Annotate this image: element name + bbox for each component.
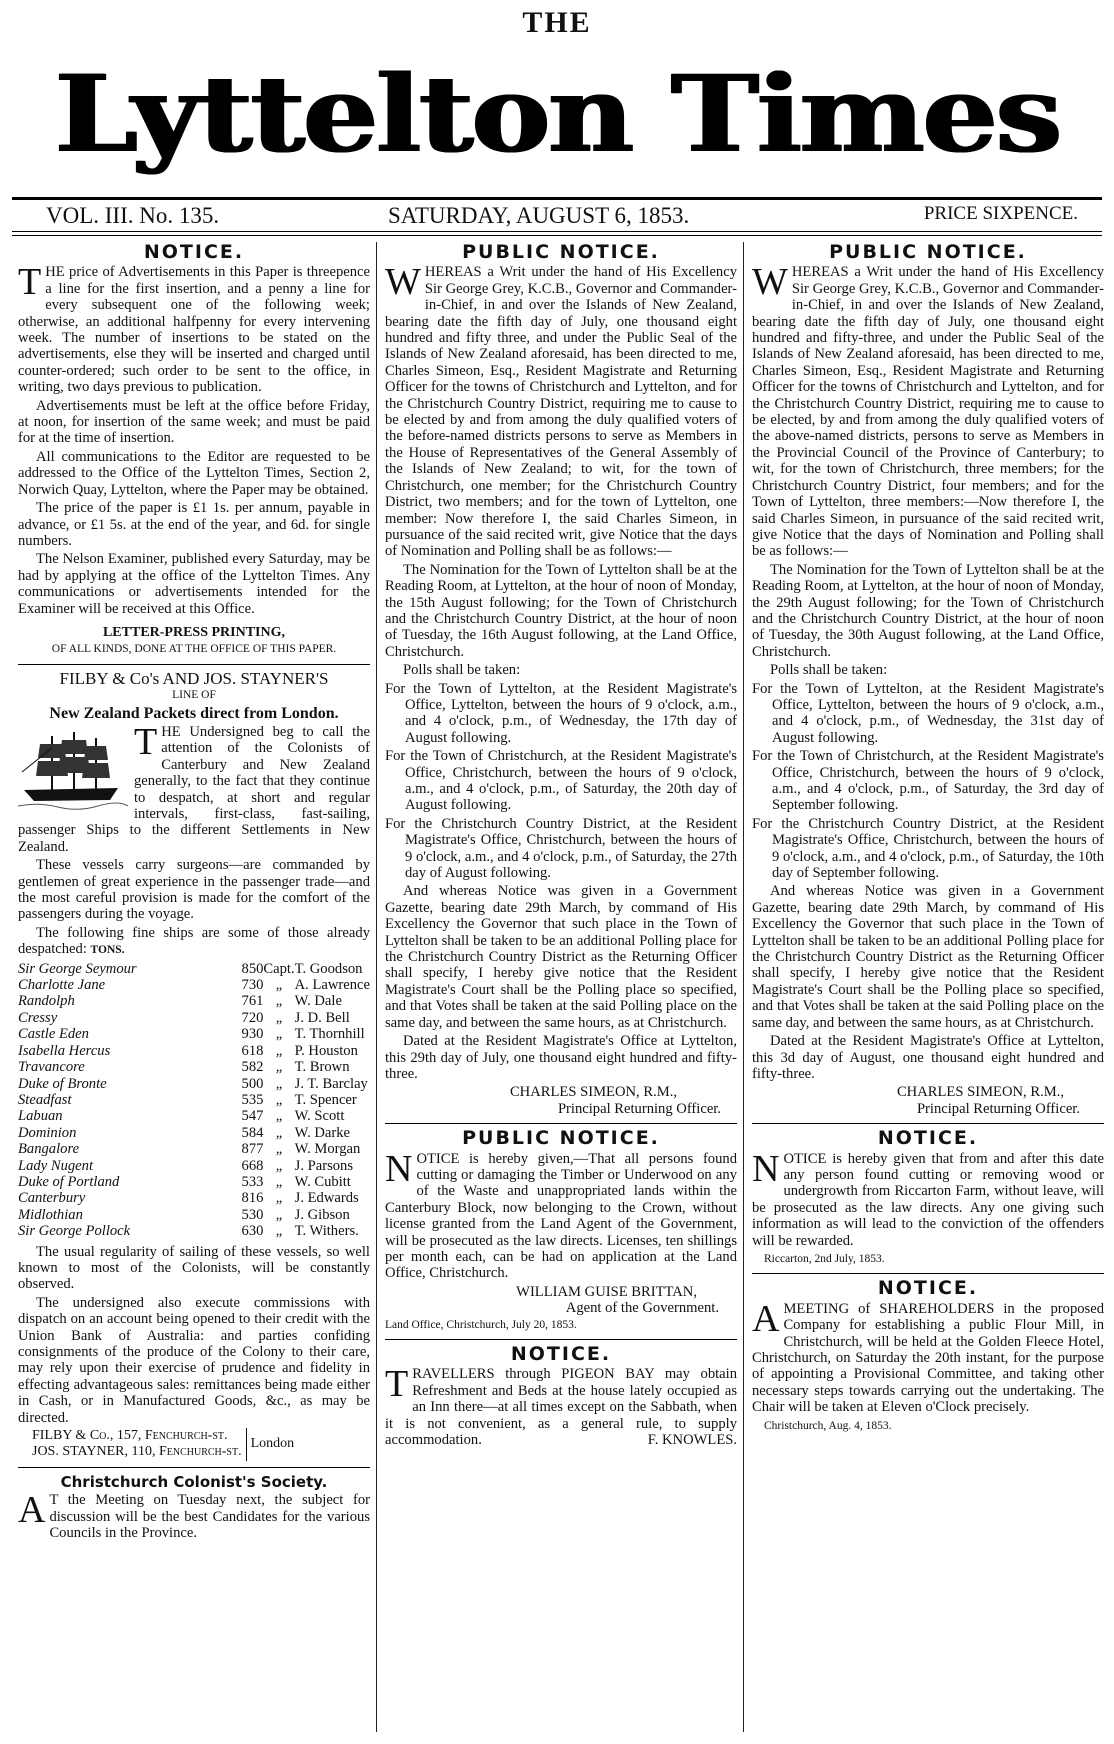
ship-name: Sir George Seymour	[18, 960, 137, 977]
ship-tons: 533	[241, 1173, 264, 1190]
ship-tons: 500	[241, 1075, 264, 1092]
ship-ditto: „	[275, 1091, 283, 1108]
ship-ditto: „	[275, 1190, 283, 1207]
packets-line-of: LINE OF	[172, 689, 216, 702]
ship-captain: T. Spencer	[294, 1091, 357, 1108]
ships-table	[18, 961, 370, 1240]
masthead	[0, 0, 1114, 198]
ship-tons: 877	[241, 1141, 264, 1158]
ship-name: Duke of Portland	[18, 1173, 120, 1190]
dateline	[12, 201, 1102, 231]
drop-cap: T	[134, 720, 158, 763]
public-notice-paragraph-5: Dated at the Resident Magistrate's Office at Lyttelton, this 3d day of August, one thousand eight hundred and fifty-three.	[752, 1033, 1104, 1082]
ship-name: Midlothian	[18, 1206, 83, 1223]
poll-country: For the Christchurch Country District, at the Resident Magistrate's Office, Christchurch, between the hours of 9 o'clock, a.m., and 4 o'clock, p.m., of Saturday, the 27th day of August following.	[385, 815, 737, 882]
ship-ditto: „	[275, 993, 283, 1010]
notice-text: HE price of Advertisements in this Paper is threepence a line for the first insertion, and a penny a line for every subsequent one of the following week; otherwise, an additional halfpenny for every intervening week. The number of insertions to be stated on the advertisements, else they will be inserted and charged until counter-ordered; such order to be sent to the office, in writing, two days previous to publication.	[18, 264, 370, 396]
ship-name: Dominion	[18, 1124, 77, 1141]
ship-row	[18, 1158, 370, 1174]
public-notice-text: HEREAS a Writ under the hand of His Excellency Sir George Grey, K.C.B., Governor and Commander-in-Chief, in and over the Islands of New Zealand, bearing date the fifth day of July, one thousand eight hundred and fifty three, and under the Public Seal of the Islands of New Zealand aforesaid, has been directed to me, Charles Simeon, Esq., Resident Magistrate and Returning Officer for the towns of Christchurch and Lyttelton, and for the Christchurch Country District, requiring me to cause to be elected by and from among the duly qualified voters of the before-named districts persons to serve as Members in the House of Representatives of the General Assembly of the Islands of New Zealand; to wit, for the town of Christchurch, one member; for the Christchurch Country District, two members; and for the town of Lyttelton, one member: Now therefore I, the said Charles Simeon, in pursuance of the said recited writ, give Notice that the days of Nomination and Polling shall be as follows:—	[385, 264, 737, 560]
volume-number: VOL. III. No. 135.	[46, 203, 220, 228]
ship-captain: J. Gibson	[294, 1206, 350, 1223]
price: PRICE SIXPENCE.	[923, 203, 1078, 224]
ship-name: Steadfast	[18, 1091, 72, 1108]
drop-cap: N	[752, 1147, 780, 1190]
ship-captain: W. Darke	[294, 1124, 351, 1141]
letterpress-heading: LETTER-PRESS PRINTING,	[102, 624, 286, 640]
public-notice-paragraph-2: The Nomination for the Town of Lyttelton shall be at the Reading Room, at Lyttelton, at the hour of noon of Monday, the 15th August following; for the Town of Christchurch and the Christchurch Country District, at the hour of noon of Tuesday, the 16th August following, at the Land Office, Christchurch.	[385, 561, 737, 660]
public-notice-heading: PUBLIC NOTICE.	[462, 241, 660, 263]
ship-tons: 668	[241, 1157, 264, 1174]
ship-tons: 547	[241, 1108, 264, 1125]
packets-paragraph-3	[18, 925, 370, 959]
notice-riccarton-paragraph	[752, 1147, 1104, 1249]
notice-paragraph-2: Advertisements must be left at the office before Friday, at noon, for insertion of the same week; and must be paid for at the time of insertion.	[18, 397, 370, 447]
ship-captain: J. Parsons	[294, 1157, 354, 1174]
packets-text-3: The following fine ships are some of those already despatched:	[18, 924, 370, 958]
drop-cap: N	[385, 1147, 413, 1190]
signature-filby: FILBY & Co., 157, Fenchurch-st.	[32, 1428, 228, 1444]
notice-riccarton-text: OTICE is hereby given that from and after this date any person found cutting or removing wood or undergrowth from Riccarton Farm, without leave, will be prosecuted as the law directs. Any one giving such information as will lead to the conviction of the offenders will be rewarded.	[752, 1150, 1104, 1249]
ship-captain: P. Houston	[294, 1042, 358, 1059]
masthead-the: THE	[522, 6, 592, 39]
ship-name: Travancore	[18, 1059, 85, 1076]
ship-row	[18, 1207, 370, 1223]
ship-row	[18, 1026, 370, 1042]
public-notice-paragraph-1	[385, 261, 737, 560]
drop-cap: A	[18, 1489, 46, 1532]
divider	[18, 664, 370, 665]
ship-captain: T. Thornhill	[294, 1026, 365, 1043]
notice-travellers-paragraph	[385, 1363, 737, 1449]
drop-cap: W	[752, 261, 788, 304]
ship-row	[18, 1190, 370, 1206]
divider	[752, 1123, 1104, 1124]
dateline-rule	[12, 231, 1102, 236]
ship-name: Isabella Hercus	[18, 1042, 111, 1059]
packets-paragraph-5: The undersigned also execute commissions with dispatch on an account being opened to their credit with the Union Bank of Australia: and parties confiding consignments of the produce of the Colony to their care, may rely upon their exercise of prudence and fidelity in effecting advantageous sales: remittances being made either in Cash, or in Manufactured Goods, &c., as may be directed.	[18, 1294, 370, 1426]
packets-signature	[32, 1428, 370, 1461]
ship-name: Cressy	[18, 1009, 58, 1026]
ship-name: Labuan	[18, 1108, 63, 1125]
ship-tons: 761	[241, 993, 264, 1010]
ship-captain: W. Scott	[294, 1108, 345, 1125]
ship-captain: T. Goodson	[294, 960, 363, 977]
ship-captain: A. Lawrence	[294, 977, 370, 994]
ship-row	[18, 1076, 370, 1092]
ship-name: Randolph	[18, 993, 75, 1010]
drop-cap: T	[18, 261, 42, 304]
ship-captain: W. Dale	[294, 993, 342, 1010]
ship-ditto: „	[275, 1108, 283, 1125]
ship-ditto: „	[275, 1026, 283, 1043]
notice-shareholders-paragraph	[752, 1297, 1104, 1416]
ship-tons: 720	[241, 1009, 264, 1026]
signature-city: London	[250, 1436, 295, 1452]
public-notice-paragraph-4: And whereas Notice was given in a Government Gazette, bearing date 29th March, by command of His Excellency the Governor that such place in the Town of Lyttelton shall be taken to be an additional Polling place for the Christchurch Country District as the Returning Officer shall specify, I hereby give notice that the Resident Magistrate's Court shall be the Polling place so specified, and that Votes shall be taken at the said Polling place on the same day, and between the same hours, as at Christchurch.	[385, 883, 737, 1031]
divider	[18, 1467, 370, 1468]
letterpress-subheading: OF ALL KINDS, DONE AT THE OFFICE OF THIS PAPER.	[51, 643, 337, 656]
poll-christchurch: For the Town of Christchurch, at the Resident Magistrate's Office, Christchurch, between the hours of 9 o'clock, a.m., and 4 o'clock, p.m., of Saturday, the 3rd day of September following.	[752, 748, 1104, 814]
drop-cap: A	[752, 1297, 780, 1340]
signature-title: Principal Returning Officer.	[916, 1100, 1080, 1117]
packets-text: HE Undersigned beg to call the attention of the Colonists of Canterbury and New Zealand generally, to the fact that they continue to despatch, at short and regular intervals, first-class, fast-sailing, passenger Ships to the different Settlements in New Zealand.	[18, 723, 370, 855]
ship-ditto: „	[275, 1042, 283, 1059]
signature-agent: Agent of the Government.	[565, 1300, 719, 1317]
ship-ditto: „	[275, 1075, 283, 1092]
ship-row	[18, 1108, 370, 1124]
ship-ditto: „	[275, 1059, 283, 1076]
ship-captain: W. Morgan	[294, 1141, 361, 1158]
public-notice-2-heading: PUBLIC NOTICE.	[462, 1127, 660, 1150]
notice-riccarton-heading: NOTICE.	[877, 1127, 979, 1150]
ship-ditto: „	[275, 1157, 283, 1174]
column-1	[18, 242, 370, 1543]
notice-paragraph	[18, 261, 370, 396]
divider	[385, 1339, 737, 1340]
ship-captain: J. T. Barclay	[294, 1075, 368, 1092]
ship-tons: 584	[241, 1124, 264, 1141]
ship-row	[18, 1043, 370, 1059]
ship-captain: J. D. Bell	[294, 1009, 350, 1026]
society-text: T the Meeting on Tuesday next, the subject for discussion will be the best Candidates for the various Councils in the Province.	[49, 1492, 370, 1542]
public-notice-2-paragraph	[385, 1147, 737, 1282]
public-notice-paragraph-5: Dated at the Resident Magistrate's Office at Lyttelton, this 29th day of July, one thousand eight hundred and fifty-three.	[385, 1033, 737, 1082]
poll-christchurch: For the Town of Christchurch, at the Resident Magistrate's Office, Christchurch, between the hours of 9 o'clock, a.m., and 4 o'clock, p.m., of Saturday, the 20th day of August following.	[385, 748, 737, 814]
ship-row	[18, 961, 370, 977]
public-notice-text: HEREAS a Writ under the hand of His Excellency Sir George Grey, K.C.B., Governor and Commander-in-Chief, in and over the Islands of New Zealand, bearing date the fifth day of July, one thousand eight hundred and fifty-three, and under the Public Seal of the Islands of New Zealand aforesaid, has been directed to me, Charles Simeon, Esq., Resident Magistrate and Returning Officer for the towns of Christchurch and Lyttelton, and for the Christchurch Country District, requiring me to cause to be elected, by and from among the duly qualified voters of the above-named districts, persons to serve as Members in the Provincial Council of the Province of Canterbury; to wit, for the town of Christchurch, three members; for the Christchurch Country District, four members; and for the Town of Lyttelton, three members:—Now therefore I, the said Charles Simeon, in pursuance of the said recited writ, give Notice that the days of Nomination and Polling shall be as follows:—	[752, 264, 1104, 560]
public-notice-2-text: OTICE is hereby given,—That all persons found cutting or damaging the Timber or Underwood on any of the Waste and unappropriated lands within the Canterbury Block, now belonging to the Crown, without license granted from the Land Agent of the Government, will be prosecuted as the law directs. Licenses, ten shillings per month each, can be had on application at the Land Office, Christchurch.	[385, 1150, 737, 1282]
tons-label: TONS.	[90, 944, 125, 957]
ship-ditto: „	[275, 1173, 283, 1190]
packets-paragraph-4: The usual regularity of sailing of these vessels, so well known to most of the Colonists, will be constantly observed.	[18, 1243, 370, 1293]
signature-stayner: JOS. STAYNER, 110, Fenchurch-st.	[32, 1444, 242, 1460]
notice-paragraph-3: All communications to the Editor are requested to be addressed to the Office of the Lyttelton Times, Section 2, Norwich Quay, Lyttelton, where the Paper may be obtained.	[18, 448, 370, 498]
ship-row	[18, 1059, 370, 1075]
ship-tons: 730	[241, 977, 264, 994]
ship-ditto: „	[275, 1141, 283, 1158]
column-3	[752, 242, 1104, 1434]
poll-country: For the Christchurch Country District, at the Resident Magistrate's Office, Christchurch, between the hours of 9 o'clock, a.m., and 4 o'clock, p.m., of Saturday, the 10th day of September following.	[752, 815, 1104, 882]
ship-row	[18, 1223, 370, 1239]
notice-travellers-heading: NOTICE.	[510, 1343, 612, 1365]
sailing-ship-icon	[18, 728, 128, 814]
signature-knowles: F. KNOWLES.	[647, 1432, 737, 1449]
public-notice-paragraph-3: Polls shall be taken:	[403, 662, 521, 679]
ship-tons: 816	[241, 1190, 264, 1207]
divider	[385, 1123, 737, 1124]
newspaper-title: Lyttelton Times	[54, 51, 1060, 177]
divider	[752, 1273, 1104, 1274]
column-rule-2	[743, 242, 744, 1732]
ship-captain: J. Edwards	[294, 1190, 359, 1207]
ship-name: Charlotte Jane	[18, 977, 106, 994]
drop-cap: T	[385, 1363, 409, 1406]
ship-name: Bangalore	[18, 1141, 80, 1158]
poll-lyttelton: For the Town of Lyttelton, at the Resident Magistrate's Office, Lyttelton, between the hours of 9 o'clock, a.m., and 4 o'clock, p.m., of Wednesday, the 31st day of August following.	[752, 680, 1104, 746]
riccarton-dated: Riccarton, 2nd July, 1853.	[764, 1252, 885, 1265]
ship-tons: 530	[241, 1206, 264, 1223]
public-notice-paragraph-2: The Nomination for the Town of Lyttelton shall be at the Reading Room, at Lyttelton, at the hour of noon of Monday, the 29th August following; for the Town of Christchurch and the Christchurch Country District, at the hour of noon of Tuesday, the 30th August following, at the Land Office, Christchurch.	[752, 561, 1104, 660]
public-notice-heading: PUBLIC NOTICE.	[829, 241, 1027, 263]
ship-row	[18, 993, 370, 1009]
notice-travellers-text: RAVELLERS through PIGEON BAY may obtain Refreshment and Beds at the house lately occupied as an Inn there—at all times except on the Sabbath, when it is not convenient, as a general rule, to supply accommodation.	[385, 1366, 737, 1449]
ship-name: Castle Eden	[18, 1026, 89, 1043]
land-office-dated: Land Office, Christchurch, July 20, 1853.	[385, 1318, 577, 1331]
ship-tons: 618	[241, 1042, 264, 1059]
ship-tons: 630	[241, 1223, 264, 1240]
ship-tons: 535	[241, 1091, 264, 1108]
ship-row	[18, 1125, 370, 1141]
ship-tons: 850	[241, 960, 264, 977]
drop-cap: W	[385, 261, 421, 304]
column-2	[385, 242, 737, 1450]
ship-name: Lady Nugent	[18, 1157, 93, 1174]
notice-heading: NOTICE.	[143, 241, 245, 263]
ship-ditto: „	[275, 1223, 283, 1240]
ship-ditto: „	[275, 1206, 283, 1223]
signature-simeon: CHARLES SIMEON, R.M.,	[509, 1084, 677, 1101]
shareholders-dated: Christchurch, Aug. 4, 1853.	[764, 1419, 892, 1432]
ship-row	[18, 977, 370, 993]
poll-lyttelton: For the Town of Lyttelton, at the Resident Magistrate's Office, Lyttelton, between the hours of 9 o'clock, a.m., and 4 o'clock, p.m., of Wednesday, the 17th day of August following.	[385, 680, 737, 746]
ship-ditto: „	[275, 1009, 283, 1026]
ship-captain: T. Brown	[294, 1059, 350, 1076]
ship-ditto: Capt.	[263, 960, 295, 977]
public-notice-paragraph-3: Polls shall be taken:	[770, 662, 888, 679]
ship-row	[18, 1174, 370, 1190]
column-rule-1	[376, 242, 377, 1732]
ship-captain: T. Withers.	[294, 1223, 359, 1240]
notice-shareholders-heading: NOTICE.	[877, 1277, 979, 1300]
signature-simeon: CHARLES SIMEON, R.M.,	[896, 1084, 1064, 1101]
notice-paragraph-5: The Nelson Examiner, published every Saturday, may be had by applying at the office of the Lyttelton Times. Any communications or advertisements intended for the Examiner will be received at this Office.	[18, 551, 370, 617]
ship-name: Duke of Bronte	[18, 1075, 107, 1092]
ship-tons: 582	[241, 1059, 264, 1076]
masthead-rule	[12, 197, 1102, 200]
issue-date: SATURDAY, AUGUST 6, 1853.	[388, 203, 690, 228]
ship-tons: 930	[241, 1026, 264, 1043]
ship-name: Canterbury	[18, 1190, 86, 1207]
notice-paragraph-4: The price of the paper is £1 1s. per annum, payable in advance, or £1 5s. at the end of the year, and 6d. for single numbers.	[18, 500, 370, 549]
ship-ditto: „	[275, 1124, 283, 1141]
ship-name: Sir George Pollock	[18, 1223, 131, 1240]
ship-ditto: „	[275, 977, 283, 994]
ship-row	[18, 1141, 370, 1157]
packets-head: FILBY & Co's AND JOS. STAYNER'S	[59, 668, 329, 688]
society-paragraph	[18, 1489, 370, 1542]
ship-row	[18, 1092, 370, 1108]
packets-paragraph-2: These vessels carry surgeons—are commanded by gentlemen of great experience in the passenger trade—and the most careful provision is made for the comfort of the passengers during the voyage.	[18, 857, 370, 923]
signature-title: Principal Returning Officer.	[557, 1100, 721, 1117]
signature-brittan: WILLIAM GUISE BRITTAN,	[516, 1283, 697, 1300]
ship-captain: W. Cubitt	[294, 1173, 351, 1190]
public-notice-paragraph-4: And whereas Notice was given in a Government Gazette, bearing date 29th March, by command of His Excellency the Governor that such place in the Town of Lyttelton shall be taken to be an additional Polling place for the Christchurch Country District as the Returning Officer shall specify, I hereby give notice that the Resident Magistrate's Court shall be the Polling place so specified, and that Votes shall be taken at the said Polling place on the same day, and between the same hours, as at Christchurch.	[752, 883, 1104, 1031]
society-heading: Christchurch Colonist's Society.	[60, 1472, 328, 1491]
packets-title: New Zealand Packets direct from London.	[49, 704, 339, 722]
notice-shareholders-text: MEETING of SHAREHOLDERS in the proposed Company for establishing a public Flour Mill, in Christchurch, will be held at the Golden Fleece Hotel, Christchurch, on Saturday the 20th instant, for the purpose of appointing a Provisional Committee, and taking other necessary steps towards carrying out the undertaking. The Chair will be taken at Eleven o'Clock precisely.	[752, 1300, 1104, 1416]
ship-row	[18, 1010, 370, 1026]
public-notice-paragraph-1	[752, 261, 1104, 560]
